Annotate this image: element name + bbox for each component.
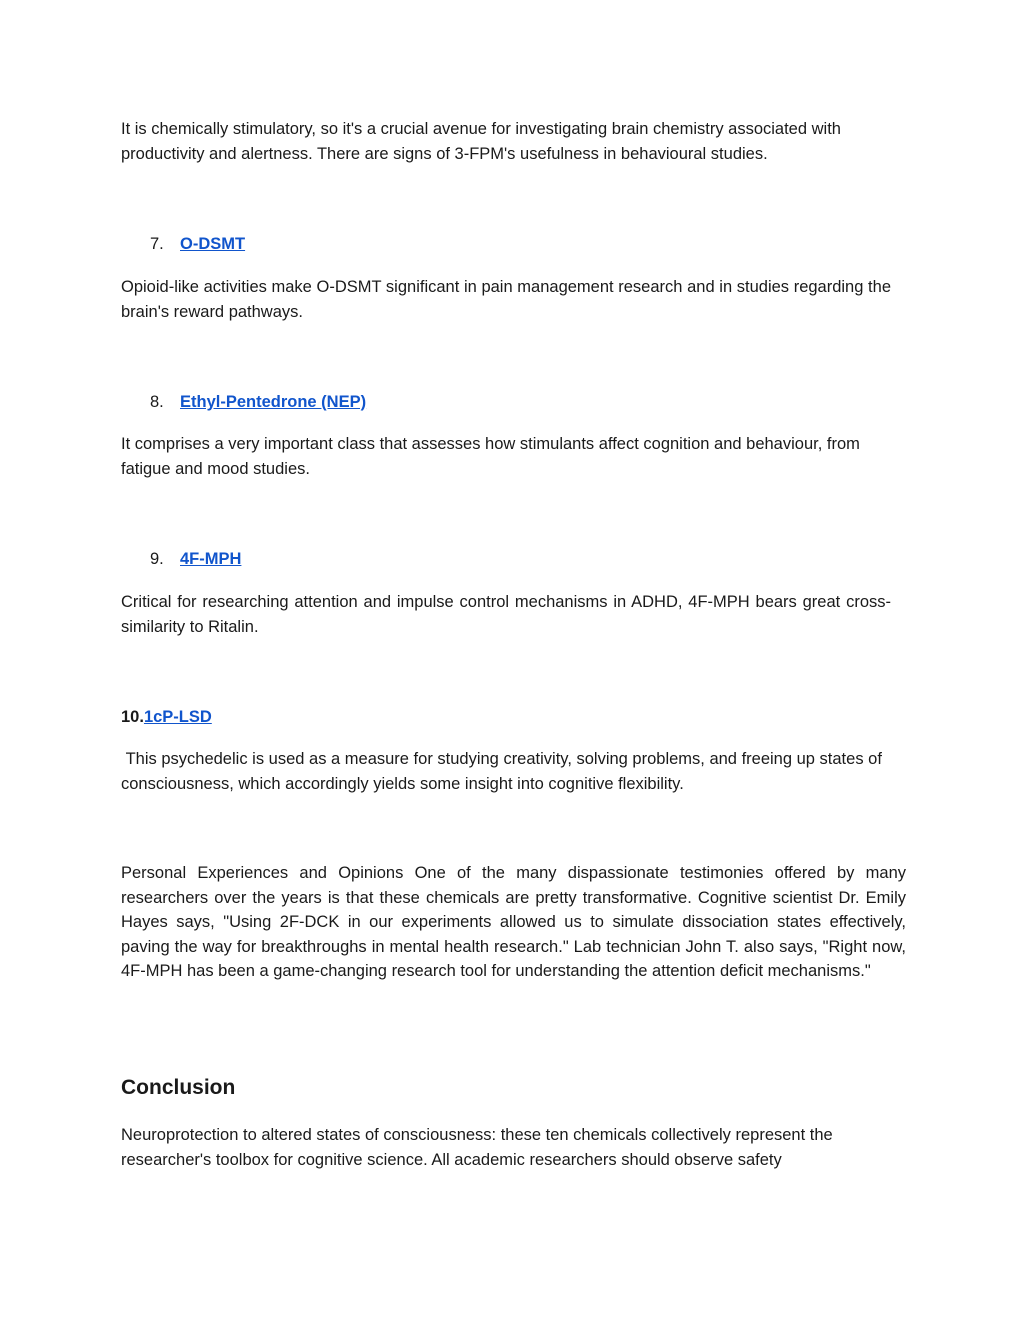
- link-1cp-lsd[interactable]: 1cP-LSD: [143, 708, 212, 726]
- conclusion-heading: Conclusion: [121, 1076, 236, 1099]
- list-number: 9.: [150, 550, 164, 568]
- list-item-9: [150, 547, 241, 571]
- item-10-description: This psychedelic is used as a measure for studying creativity, solving problems, and freeing up states of consciousness, which accordingly yields some insight into cognitive flexibility.: [121, 750, 887, 793]
- list-number: 7.: [150, 235, 164, 253]
- list-item-7: [150, 232, 245, 256]
- list-item-8: [150, 390, 366, 414]
- item-9-description: Critical for researching attention and impulse control mechanisms in ADHD, 4F-MPH bears great cross-similarity to Ritalin.: [121, 593, 891, 636]
- link-o-dsmt[interactable]: O-DSMT: [180, 235, 246, 253]
- link-ethyl-pentedrone[interactable]: Ethyl-Pentedrone (NEP): [180, 393, 367, 411]
- item-7-description: Opioid-like activities make O-DSMT significant in pain management research and in studies regarding the brain's reward pathways.: [121, 278, 891, 321]
- conclusion-paragraph: Neuroprotection to altered states of consciousness: these ten chemicals collectively represent the researcher's toolbox for cognitive science. All academic researchers should observe safety: [121, 1126, 833, 1169]
- link-4f-mph[interactable]: 4F-MPH: [180, 550, 242, 568]
- list-item-10: [121, 705, 212, 729]
- intro-paragraph: It is chemically stimulatory, so it's a crucial avenue for investigating brain chemistry associated with productivity and alertness. There are signs of 3-FPM's usefulness in behavioural studies.: [121, 120, 841, 163]
- experiences-paragraph: Personal Experiences and Opinions One of the many dispassionate testimonies offered by many researchers over the years is that these chemicals are pretty transformative. Cognitive scientist Dr. Emily Hayes says, "Using 2F-DCK in our experiments allowed us to simulate dissociation states effectively, paving the way for breakthroughs in mental health research." Lab technician John T. also says, "Right now, 4F-MPH has been a game-changing research tool for understanding the attention deficit mechanisms.": [121, 864, 906, 980]
- list-number: 10.: [121, 708, 144, 726]
- list-number: 8.: [150, 393, 164, 411]
- item-8-description: It comprises a very important class that assesses how stimulants affect cognition and behaviour, from fatigue and mood studies.: [121, 435, 860, 478]
